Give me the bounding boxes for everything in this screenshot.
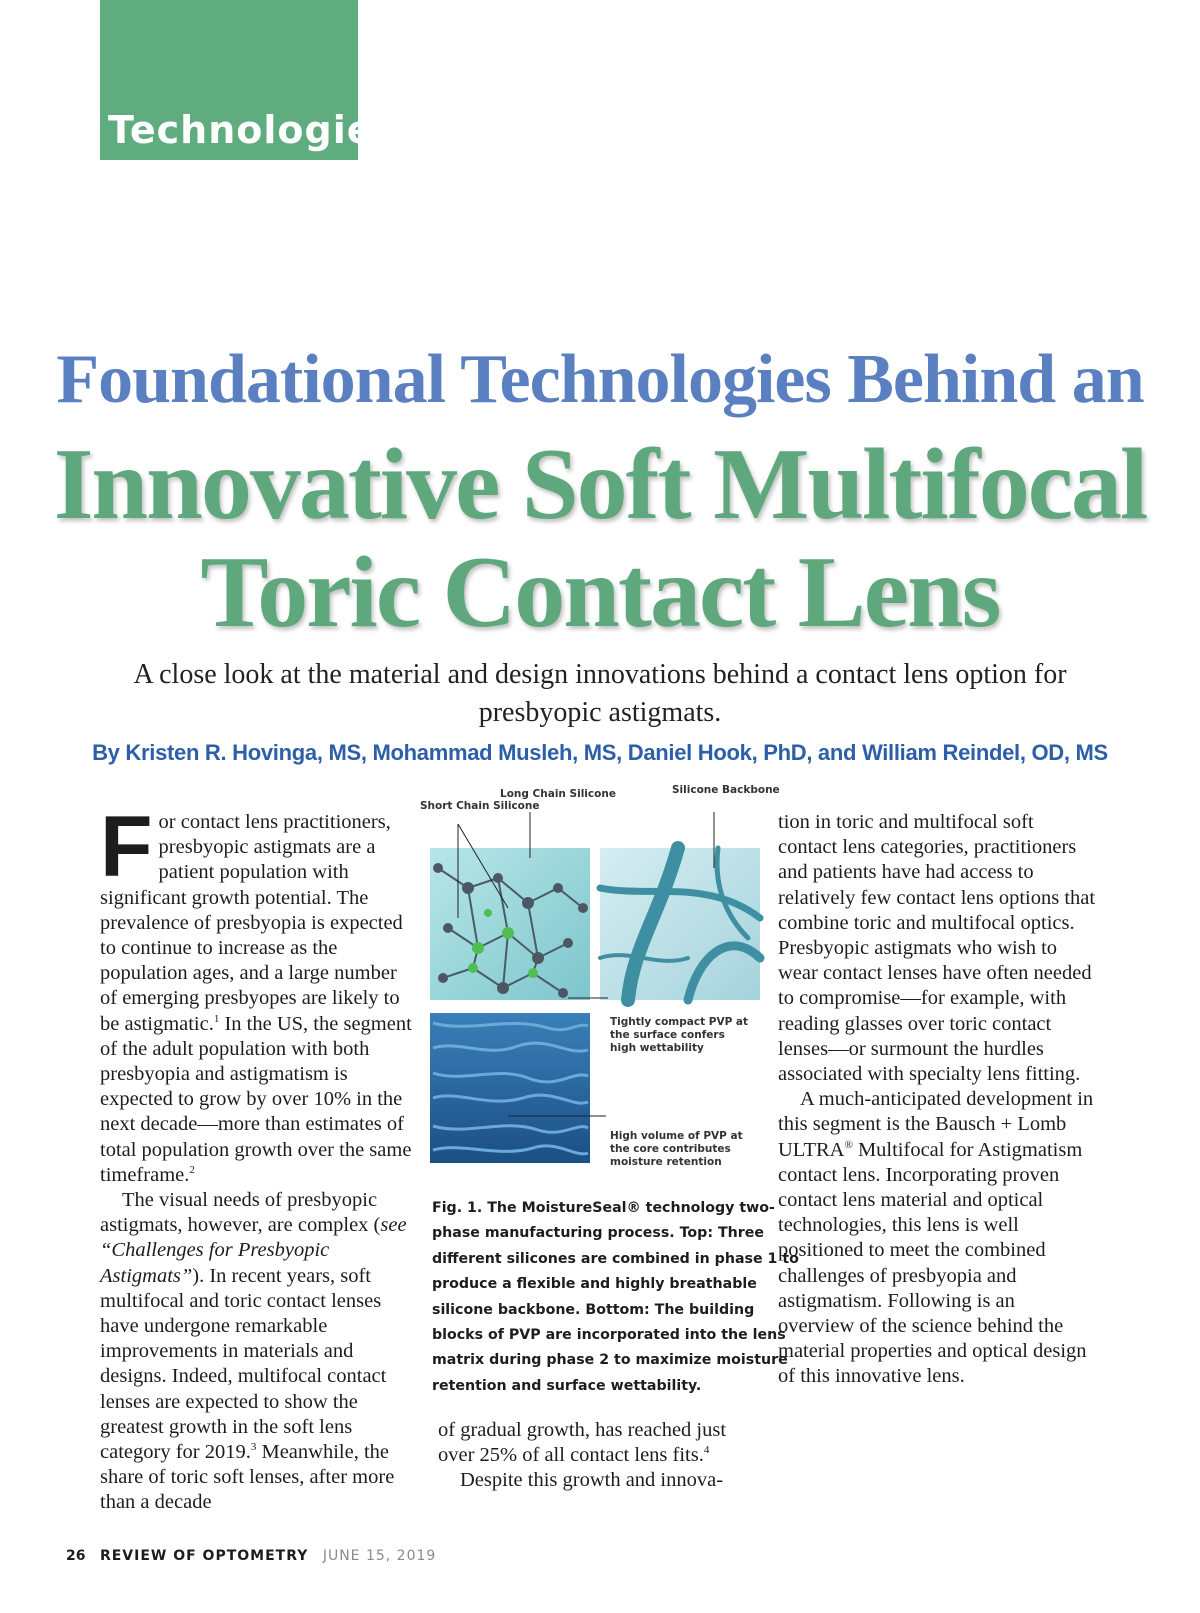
title-line-3: Toric Contact Lens (200, 536, 1000, 649)
magazine-name: REVIEW OF OPTOMETRY (99, 1548, 309, 1564)
issue-date: JUNE 15, 2019 (322, 1548, 437, 1564)
molecule-panel (430, 848, 590, 1000)
title-line-2: Innovative Soft Multifocal (53, 428, 1147, 541)
paragraph-2-mid: ). In recent years, soft multifocal and toric contact lenses have undergone remarkable improvements in materials and designs. Indeed, multifocal contact lenses are expected to show the greatest growth in the soft lens category for 2019. (100, 1264, 387, 1464)
label-core-pvp: High volume of PVP at the core contributes moisture retention (610, 1130, 743, 1168)
figure-caption: Fig. 1. The MoistureSeal® technology two-phase manufacturing process. Top: Three different silicones are combined in phase 1 to produce a flexible and highly breathable silicone backbone. Bottom: The building blocks of PVP are incorporated into the lens matrix during phase 2 to maximize moisture retention and surface wettability. (432, 1200, 799, 1394)
sidebar-reference: see “Challenges for Presbyopic Astigmats” (100, 1214, 407, 1287)
paragraph-1 (100, 799, 415, 1188)
column-right (778, 810, 1096, 1390)
figure-1 (420, 784, 798, 1198)
mid-paragraph-2: Despite this growth and innova- (460, 1469, 724, 1492)
section-tab (100, 0, 398, 160)
title-line-1: Foundational Technologies Behind an (56, 341, 1144, 418)
paragraph-2-start: The visual needs of presbyopic astigmats, however, are complex ( (100, 1189, 381, 1237)
registered-mark: ® (844, 1138, 853, 1151)
right-paragraph-1: tion in toric and multifocal soft contact lens categories, practitioners and patients have had access to relatively few contact lens options that combine toric and multifocal optics. Presbyopic astigmats who wish to wear contact lenses have often needed to compromise—for example, with reading glasses over toric contact lenses—or surmount the hurdles associated with specialty lens fitting. (778, 811, 1096, 1086)
reference-3: 3 (250, 1441, 257, 1454)
right-paragraph-2-start: A much-anticipated development in this segment is the Bausch + Lomb ULTRA (778, 1088, 1094, 1161)
column-middle (438, 1418, 763, 1494)
reference-4: 4 (703, 1444, 710, 1457)
paragraph-1-mid: In the US, the segment of the adult population with both presbyopia and astigmatism is expected to grow by over 10% in the next decade—more than estimates of total population growth over the same timeframe. (100, 1012, 412, 1186)
byline: By Kristen R. Hovinga, MS, Mohammad Musleh, MS, Daniel Hook, PhD, and William Reindel, OD, MS (92, 740, 1108, 765)
column-left (100, 799, 415, 1516)
pvp-panel (430, 1013, 590, 1163)
paragraph-2-end: Meanwhile, the share of toric soft lenses, after more than a decade (100, 1441, 395, 1514)
paragraph-2 (100, 1188, 415, 1516)
subtitle: A close look at the material and design innovations behind a contact lens option for presbyopic astigmats. (133, 659, 1067, 728)
page-footer (66, 1548, 436, 1564)
mid-paragraph-1-text: of gradual growth, has reached just over 25% of all contact lens fits. (438, 1419, 727, 1467)
paragraph-1-start: or contact lens practitioners, presbyopic astigmats are a patient population with significant growth potential. The prevalence of presbyopia is expected to continue to increase as the population ages, and a large number of emerging presbyopes are likely to be astigmatic. (100, 811, 403, 1035)
reference-2: 2 (189, 1164, 195, 1177)
label-surface-pvp: Tightly compact PVP at the surface confers high wettability (610, 1016, 749, 1054)
page-number: 26 (66, 1548, 86, 1564)
section-label: Technologies (108, 108, 398, 152)
right-paragraph-2 (778, 1087, 1096, 1389)
label-backbone: Silicone Backbone (672, 784, 780, 796)
mid-paragraph-1 (438, 1418, 763, 1468)
right-paragraph-2-end: Multifocal for Astigmatism contact lens. Incorporating proven contact lens material and optical technologies, this lens is well positioned to meet the combined challenges of presbyopia and astigmatism. Following is an overview of the science behind the material properties and optical design of this innovative lens. (778, 1138, 1087, 1388)
drop-cap: F (100, 799, 153, 895)
reference-1: 1 (213, 1012, 220, 1025)
label-short-chain: Short Chain Silicone (420, 800, 540, 812)
label-long-chain: Long Chain Silicone (500, 788, 616, 800)
